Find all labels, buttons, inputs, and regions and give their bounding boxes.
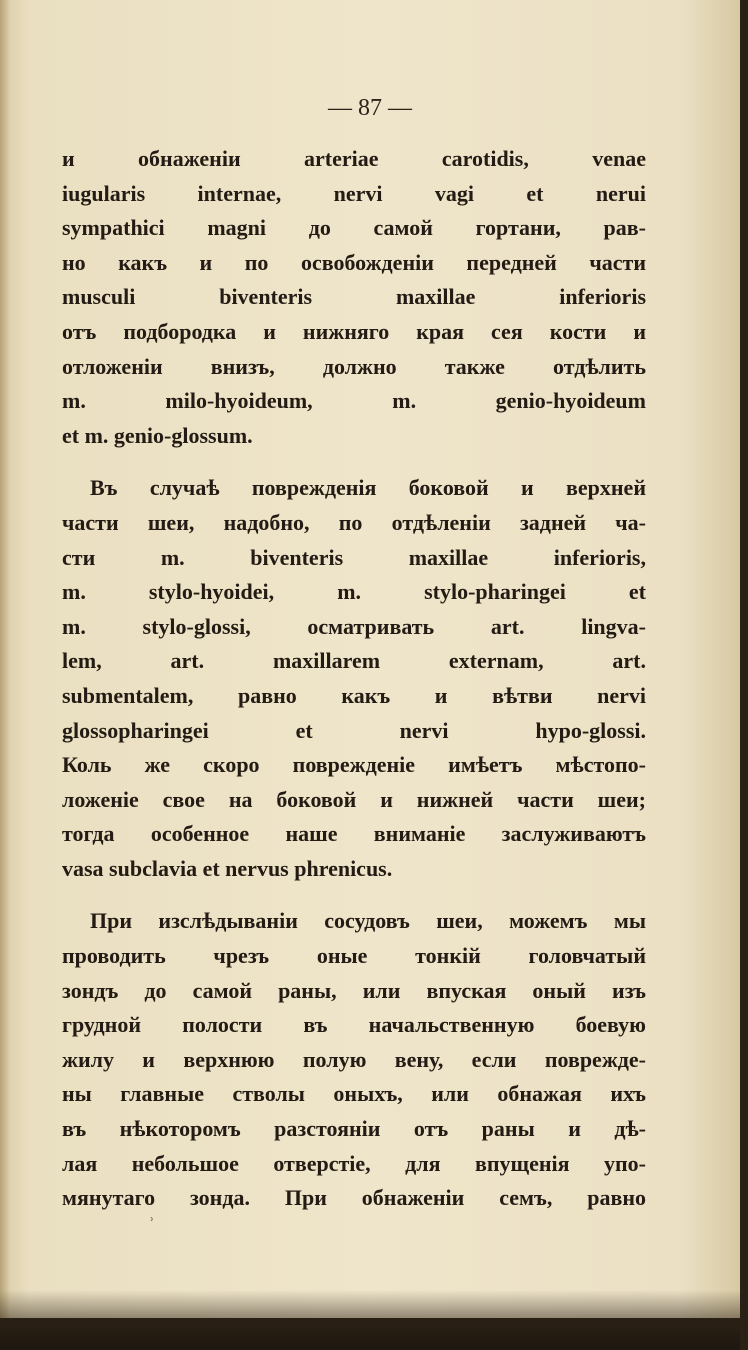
text-line: проводить чрезъ оные тонкій головчатый — [62, 943, 646, 969]
text-line: сти m. biventeris maxillae inferioris, — [62, 544, 646, 570]
page-edge — [0, 0, 10, 1318]
text-line: Коль же скоро поврежденіе имѣетъ мѣстопо- — [62, 752, 646, 778]
text-line: мянутаго зонда. При обнаженіи семъ, равно — [62, 1185, 646, 1211]
text-line: musculi biventeris maxillae inferioris — [62, 284, 646, 310]
page-number: — 87 — — [328, 95, 412, 121]
text-line: ложеніе свое на боковой и нижней части шеи; — [62, 786, 646, 812]
ink-speck: ʾ — [150, 1216, 155, 1232]
text-line: m. stylo-glossi, осматривать art. lingva- — [62, 613, 646, 639]
text-line: но какъ и по освобожденіи передней части — [62, 249, 646, 275]
text-line: отложеніи внизъ, должно также отдѣлить — [62, 353, 646, 379]
text-line: lem, art. maxillarem externam, art. — [62, 648, 646, 674]
text-line: glossopharingei et nervi hypo-glossi. — [62, 717, 646, 743]
text-line: Въ случаѣ поврежденія боковой и верхней — [90, 475, 646, 501]
text-line: m. stylo-hyoidei, m. stylo-pharingei et — [62, 579, 646, 605]
text-line: submentalem, равно какъ и вѣтви nervi — [62, 682, 646, 708]
text-line: и обнаженіи arteriae carotidis, venae — [62, 146, 646, 171]
text-line: тогда особенное наше вниманіе заслуживаютъ — [62, 821, 646, 847]
text-line: жилу и верхнюю полую вену, если повреждe- — [62, 1046, 646, 1072]
text-line: въ нѣкоторомъ разстояніи отъ раны и дѣ- — [62, 1116, 646, 1142]
body-text — [62, 142, 646, 1216]
text-line: При изслѣдываніи сосудовъ шеи, можемъ мы — [90, 908, 646, 934]
text-line: грудной полости въ начальственную боевую — [62, 1012, 646, 1038]
text-line: m. milo-hyoideum, m. genio-hyoideum — [62, 388, 646, 414]
text-line: vasa subclavia et nervus phrenicus. — [62, 855, 393, 881]
page-bottom-shadow — [0, 1290, 740, 1350]
text-line: iugularis internae, nervi vagi et nerui — [62, 180, 646, 206]
text-line: зондъ до самой раны, или впуская оный изъ — [62, 977, 646, 1003]
text-line: ны главные стволы оныхъ, или обнажая ихъ — [62, 1081, 646, 1107]
text-line: отъ подбородка и нижняго края сея кости и — [62, 318, 646, 344]
text-line: лая небольшое отверстіе, для впущенія упо- — [62, 1150, 646, 1176]
text-line: et m. genio-glossum. — [62, 422, 253, 448]
text-line: sympathici magni до самой гортани, рав- — [62, 215, 646, 241]
text-line: части шеи, надобно, по отдѣленіи задней ча- — [62, 509, 646, 535]
